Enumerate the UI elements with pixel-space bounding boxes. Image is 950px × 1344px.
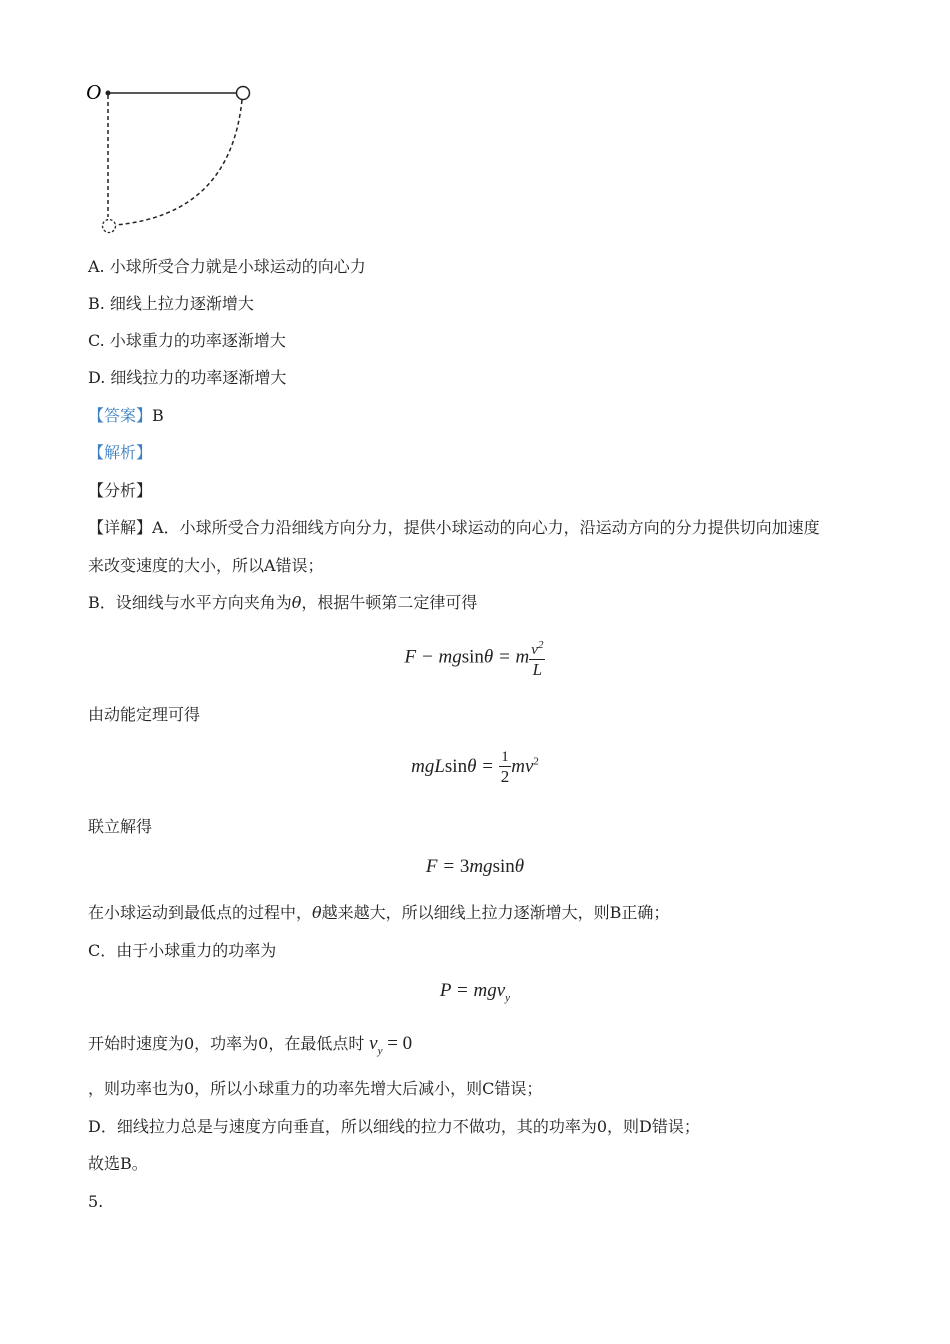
detail-line-c3: ，则功率也为0，所以小球重力的功率先增大后减小，则C错误； bbox=[88, 1079, 543, 1098]
formula-energy: mgLsinθ = $\frac{1}{2}$ $mv^2$ bbox=[411, 749, 539, 786]
formula-result: F = 3mgsinθ bbox=[425, 856, 525, 877]
dongneng-line: 由动能定理可得 bbox=[88, 705, 201, 724]
option-a: A. 小球所受合力就是小球运动的向心力 bbox=[88, 257, 366, 276]
option-b: B. 细线上拉力逐渐增大 bbox=[88, 294, 254, 313]
conclusion-b: 在小球运动到最低点的过程中，θ越来越大，所以细线上拉力逐渐增大，则B正确； bbox=[88, 903, 670, 922]
detail-line-d: D．细线拉力总是与速度方向垂直，所以细线的拉力不做功，其的功率为0，则D错误； bbox=[88, 1117, 700, 1136]
formula-power: P = mgv$_y$ bbox=[439, 980, 511, 1004]
detail-line-b: B．设细线与水平方向夹角为θ，根据牛顿第二定律可得 bbox=[88, 593, 478, 612]
detail-tag: 【详解】 bbox=[88, 518, 153, 537]
ball-bottom bbox=[103, 220, 116, 233]
detail-line-2: 来改变速度的大小，所以A错误； bbox=[88, 556, 324, 575]
detail-line-c2: 开始时速度为0，功率为0，在最低点时 $v_y = 0$ bbox=[88, 1033, 413, 1057]
lianli-line: 联立解得 bbox=[88, 817, 153, 836]
detail-line-1: 【详解】A．小球所受合力沿细线方向分力，提供小球运动的向心力，沿运动方向的分力提供切向加速度 bbox=[88, 518, 820, 537]
ball-start bbox=[237, 87, 250, 100]
analysis-tag: 【解析】 bbox=[88, 443, 153, 462]
trajectory-arc bbox=[115, 100, 242, 225]
final-line: 故选B。 bbox=[88, 1154, 148, 1173]
pendulum-diagram bbox=[80, 75, 280, 240]
formula-newton: F − mgsinθ = m $\frac{v^2}{L}$ bbox=[404, 639, 544, 679]
option-c: C. 小球重力的功率逐渐增大 bbox=[88, 331, 286, 350]
fenxi-tag: 【分析】 bbox=[88, 481, 153, 500]
answer-tag: 【答案】 bbox=[88, 406, 153, 425]
detail-line-c: C．由于小球重力的功率为 bbox=[88, 941, 277, 960]
option-d: D. 细线拉力的功率逐渐增大 bbox=[88, 368, 287, 387]
answer-line bbox=[88, 405, 164, 427]
pivot-label: O bbox=[86, 80, 102, 104]
next-question-number: 5. bbox=[88, 1192, 104, 1211]
answer-value: B bbox=[152, 406, 164, 425]
